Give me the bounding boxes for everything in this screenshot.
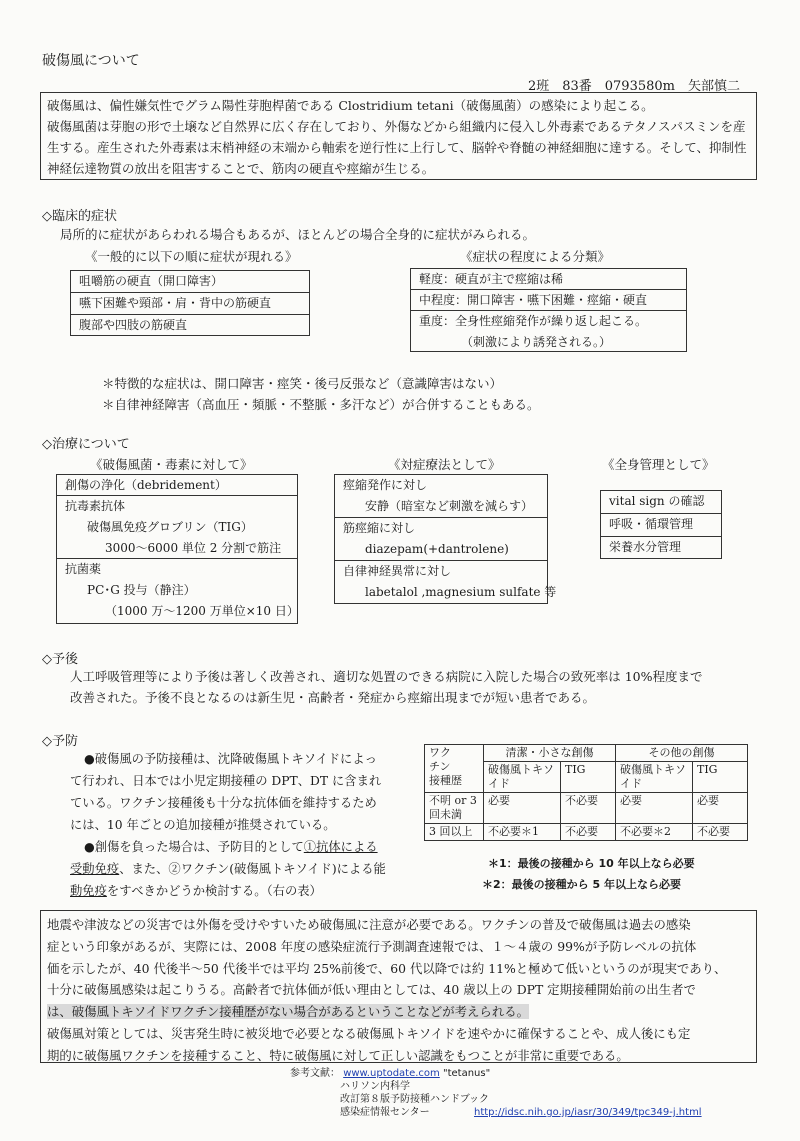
bottom-line: 十分に破傷風感染は起こりうる。高齢者で抗体価が低い理由としては、40 歳以上の DPT 定期接種開始前の出生者で <box>47 982 696 998</box>
order-item: 腹部や四肢の筋硬直 <box>79 318 188 332</box>
severity-item-severe <box>411 311 686 353</box>
passive-immunity-underline: ①抗体による <box>303 840 378 854</box>
corner-text: 接種歴 <box>429 774 462 787</box>
bottom-line: 症という印象があるが、実際には、2008 年度の感染症流行予測調査速報では、１～４歳の 99%が予防レベルの抗体 <box>47 938 697 954</box>
disaster-box <box>40 910 757 1063</box>
bottom-line-highlight <box>47 1001 750 1023</box>
severity-item: 重度：全身性痙縮発作が繰り返し起こる。 <box>419 314 648 328</box>
prevention-line: て行われ、日本では小児定期接種の DPT、DT に含まれ <box>70 774 382 788</box>
reference-line: ハリソン内科学 <box>340 1081 410 1092</box>
table-row-label: 3 回以上 <box>425 824 484 841</box>
page-title: 破傷風について <box>42 53 140 69</box>
uptodate-link[interactable]: www.uptodate.com <box>343 1068 440 1079</box>
order-box <box>70 270 310 336</box>
treatment-item: diazepam(+dantrolene) <box>365 542 509 556</box>
clinical-note-2: ＊自律神経障害（高血圧・頻脈・不整脈・多汗など）が合併することもある。 <box>102 397 540 412</box>
severity-item: （刺激により誘発される。） <box>461 335 612 349</box>
prognosis-text-2: 改善された。予後不良となるのは新生児・高齢者・発症から痙縮出現までが短い患者である。 <box>70 690 596 705</box>
treatment-item: 呼吸・循環管理 <box>601 514 721 537</box>
symptomatic-cell <box>335 475 547 518</box>
bottom-line: 地震や津波などの災害では外傷を受けやすいため破傷風に注意が必要である。ワクチンの普及で破傷風は過去の感染 <box>47 917 691 932</box>
treatment-item: 自律神経異常に対し <box>343 564 452 578</box>
corner-text: チン <box>429 760 451 773</box>
table-note-1: ＊1：最後の接種から 10 年以上なら必要 <box>488 857 695 870</box>
severity-item: 軽度：硬直が主で痙縮は稀 <box>411 269 686 290</box>
treatment-item: 抗菌薬 <box>65 562 102 576</box>
treatment-col1-title: 《破傷風菌・毒素に対して》 <box>90 457 253 472</box>
table-subheader: 破傷風トキソイド <box>616 762 693 793</box>
clinical-lead: 局所的に症状があらわれる場合もあるが、ほとんどの場合全身的に症状がみられる。 <box>60 227 536 242</box>
active-immunity-underline: 動免疫 <box>70 884 107 898</box>
table-cell: 不必要＊1 <box>484 824 561 841</box>
treatment-item: vital sign の確認 <box>601 491 721 514</box>
order-item: 咀嚼筋の硬直（開口障害） <box>71 271 309 293</box>
table-cell: 不必要＊2 <box>616 824 693 841</box>
prevention-line <box>70 858 415 880</box>
reference-line: 改訂第８版予防接種ハンドブック <box>340 1094 489 1105</box>
treatment-heading: ◇治療について <box>42 437 130 452</box>
severity-item: 中程度：開口障害・嚥下困難・痙縮・硬直 <box>411 290 686 311</box>
passive-immunity-underline: 受動免疫 <box>70 862 120 876</box>
treatment-col2-title: 《対症療法として》 <box>388 457 501 472</box>
references <box>290 1067 490 1119</box>
highlighted-text: は、破傷風トキソイドワクチン接種歴がない場合があるということなどが考えられる。 <box>47 1004 529 1020</box>
vaccination-table <box>424 744 748 841</box>
prevention-line: ●破傷風の予防接種は、沈降破傷風トキソイドによっ <box>84 752 377 766</box>
idsc-link[interactable]: http://idsc.nih.go.jp/iasr/30/349/tpc349-j.html <box>474 1107 702 1118</box>
intro-paragraph-1: 破傷風は、偏性嫌気性でグラム陽性芽胞桿菌である Clostridium tetani（破傷風菌）の感染により起こる。 <box>47 98 654 113</box>
order-title: 《一般的に以下の順に症状が現れる》 <box>85 249 298 264</box>
table-cell: 不必要 <box>561 824 616 841</box>
intro-paragraph-2: 破傷風菌は芽胞の形で土壌など自然界に広く存在しており、外傷などから組織内に侵入し外毒素であるテタノスパスミンを産生する。産生された外毒素は末梢神経の末端から軸索を逆行性に上行して、脳幹や脊髄の神経細胞に達する。そして、抑制性神経伝達物質の放出を阻害することで、筋肉の硬直や痙縮が生じる。 <box>47 119 747 176</box>
prevention-text <box>70 748 415 902</box>
references-label: 参考文献： <box>290 1068 340 1079</box>
treatment-item: 破傷風免疫グロブリン（TIG） <box>87 520 253 534</box>
table-subheader: TIG <box>561 762 616 793</box>
prevention-line: には、10 年ごとの追加接種が推奨されている。 <box>70 818 336 832</box>
table-group-header: その他の創傷 <box>616 745 748 762</box>
treatment-item: 安静（暗室など刺激を減らす） <box>365 499 534 513</box>
order-item: 嚥下困難や頸部・肩・背中の筋硬直 <box>71 293 309 315</box>
reference-line: 感染症情報センター <box>340 1107 430 1118</box>
symptomatic-cell <box>335 518 547 561</box>
table-subheader: 破傷風トキソイド <box>484 762 561 793</box>
treatment-item: 痙縮発作に対し <box>343 478 428 492</box>
table-cell: 不必要 <box>693 824 748 841</box>
treatment-col3-title: 《全身管理として》 <box>602 457 715 472</box>
symptomatic-cell <box>335 561 557 605</box>
table-group-header: 清潔・小さな創傷 <box>484 745 616 762</box>
prevention-text-part: 、また、②ワクチン(破傷風トキソイド)による能 <box>119 862 386 876</box>
table-row-label: 不明 or 3 回未満 <box>425 793 484 824</box>
reference-line <box>290 1067 490 1080</box>
table-cell: 必要 <box>693 793 748 824</box>
severity-box <box>410 268 687 352</box>
treatment-item: 抗毒素抗体 <box>65 499 126 513</box>
treatment-item: PC･G 投与（静注） <box>87 583 196 597</box>
intro-box <box>40 92 757 180</box>
treatment-item: （1000 万～1200 万単位×10 日） <box>105 604 299 618</box>
author-line: 2班 83番 0793580m 矢部慎二 <box>527 79 740 94</box>
prevention-line <box>70 880 415 902</box>
antitoxin-cell <box>57 496 297 559</box>
severity-title: 《症状の程度による分類》 <box>460 249 611 264</box>
prevention-text-part: をすべきかどうか検討する。（右の表） <box>106 884 322 898</box>
table-row <box>425 824 748 841</box>
prevention-heading: ◇予防 <box>42 734 78 749</box>
treatment-item: 創傷の浄化（debridement） <box>57 475 297 496</box>
prevention-text-part: ●創傷を負った場合は、予防目的として <box>84 840 304 854</box>
table-cell: 不必要 <box>561 793 616 824</box>
table-corner <box>425 745 484 793</box>
clinical-heading: ◇臨床的症状 <box>42 209 117 224</box>
treatment-item: labetalol ,magnesium sulfate 等 <box>365 585 557 599</box>
table-cell: 必要 <box>484 793 561 824</box>
clinical-note-1: ＊特徴的な症状は、開口障害・痙笑・後弓反張など（意識障害はない） <box>102 376 503 391</box>
reference-term: "tetanus" <box>442 1068 491 1079</box>
prevention-line <box>70 836 415 858</box>
table-subheader: TIG <box>693 762 748 793</box>
treatment-col3-box <box>600 490 722 559</box>
treatment-item: 筋痙縮に対し <box>343 521 416 535</box>
treatment-item: 栄養水分管理 <box>609 540 682 554</box>
treatment-col2-box <box>334 474 557 604</box>
table-cell: 必要 <box>616 793 693 824</box>
table-note-2: ＊2：最後の接種から 5 年以上なら必要 <box>482 878 681 891</box>
prognosis-text-1: 人工呼吸管理等により予後は著しく改善され、適切な処置のできる病院に入院した場合の致死率は 10%程度まで <box>70 669 703 684</box>
corner-text: ワク <box>429 746 451 759</box>
antibiotic-cell <box>57 559 297 625</box>
treatment-item: 3000～6000 単位 2 分割で筋注 <box>105 541 282 555</box>
bottom-line: 破傷風対策としては、災害発生時に被災地で必要となる破傷風トキソイドを速やかに確保することや、成人後にも定 <box>47 1025 691 1041</box>
treatment-col1-box <box>56 474 298 624</box>
bottom-line: 期的に破傷風ワクチンを接種すること、特に破傷風に対して正しい認識をもつことが非常に重要である。 <box>47 1047 629 1063</box>
bottom-line: 価を示したが、40 代後半～50 代後半では平均 25%前後で、60 代以降では約 11%と極めて低いというのが現実であり、 <box>47 960 727 976</box>
prognosis-heading: ◇予後 <box>42 652 78 667</box>
prevention-line: ている。ワクチン接種後も十分な抗体価を維持するため <box>70 796 377 810</box>
table-row <box>425 793 748 824</box>
